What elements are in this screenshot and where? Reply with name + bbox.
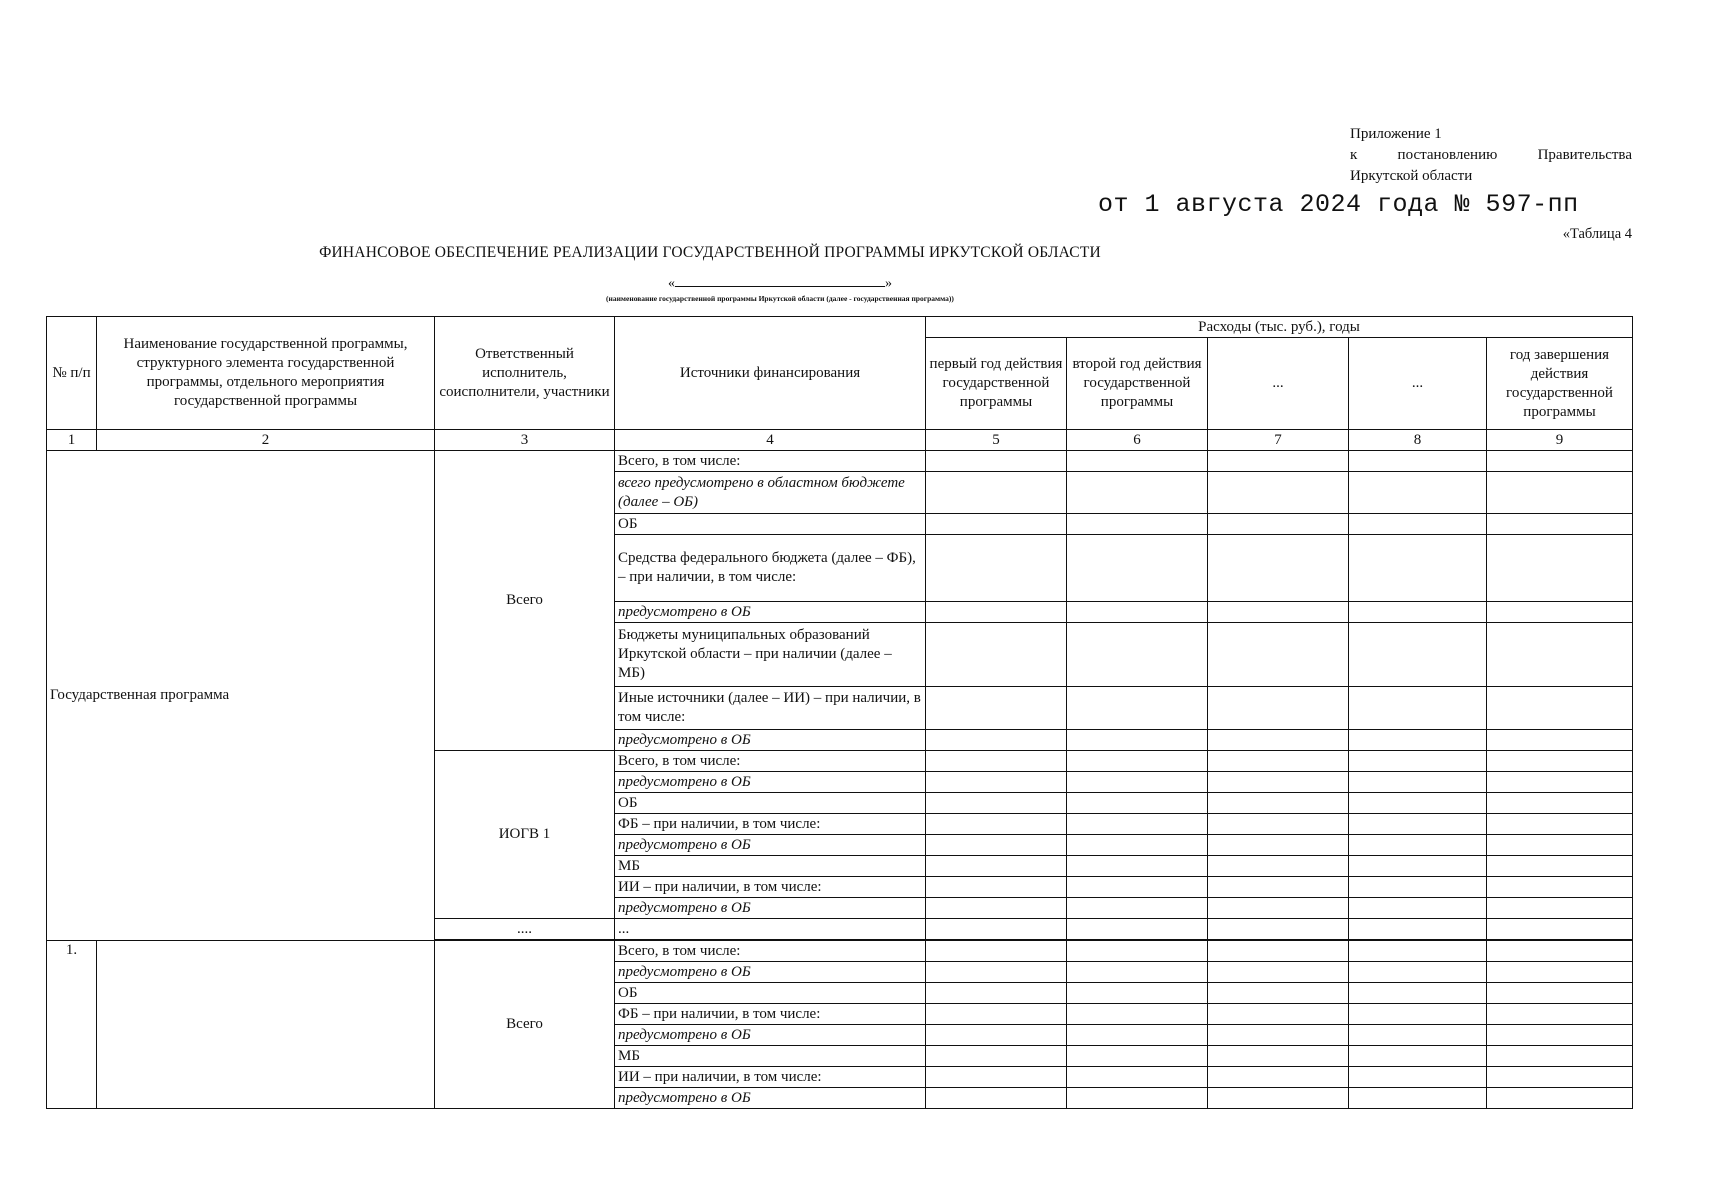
source-cell: ИИ – при наличии, в том числе: <box>615 1067 926 1088</box>
program-name-blank <box>675 273 885 287</box>
source-cell: ... <box>615 919 926 940</box>
column-number: 5 <box>926 430 1067 451</box>
row-name-empty <box>97 941 435 1109</box>
column-number-row <box>47 430 1633 451</box>
column-number: 1 <box>47 430 97 451</box>
quote-open: « <box>668 276 675 291</box>
exec-all-row1: Всего <box>435 941 615 1109</box>
source-cell: Всего, в том числе: <box>615 451 926 472</box>
header-row-1 <box>47 317 1633 338</box>
financing-table <box>46 316 1633 1109</box>
appendix-block <box>1350 124 1632 187</box>
appendix-line-1: Приложение 1 <box>1350 126 1442 142</box>
source-cell: ФБ – при наличии, в том числе: <box>615 814 926 835</box>
header-year-2: второй год действия государственной программы <box>1067 338 1208 430</box>
header-year-last: год завершения действия государственной программы <box>1487 338 1633 430</box>
source-cell: ОБ <box>615 983 926 1004</box>
source-cell: предусмотрено в ОБ <box>615 962 926 983</box>
document-title: ФИНАНСОВОЕ ОБЕСПЕЧЕНИЕ РЕАЛИЗАЦИИ ГОСУДАРСТВЕННОЙ ПРОГРАММЫ ИРКУТСКОЙ ОБЛАСТИ <box>319 244 1101 261</box>
source-cell: предусмотрено в ОБ <box>615 772 926 793</box>
source-cell: Всего, в том числе: <box>615 941 926 962</box>
source-cell: предусмотрено в ОБ <box>615 835 926 856</box>
appendix-word: постановлению <box>1397 147 1498 163</box>
decree-stamp: от 1 августа 2024 года № 597-пп <box>1098 190 1579 219</box>
appendix-word: Правительства <box>1537 147 1632 163</box>
source-cell: всего предусмотрено в областном бюджете (далее – ОБ) <box>615 472 926 514</box>
source-cell: ИИ – при наличии, в том числе: <box>615 877 926 898</box>
table-row <box>47 451 1633 472</box>
source-cell: предусмотрено в ОБ <box>615 1025 926 1046</box>
program-label: Государственная программа <box>47 451 435 941</box>
source-cell: ОБ <box>615 793 926 814</box>
source-cell: предусмотрено в ОБ <box>615 602 926 623</box>
table-row <box>47 941 1633 962</box>
source-cell: предусмотрено в ОБ <box>615 730 926 751</box>
header-exec: Ответственный исполнитель, соисполнители, участники <box>435 317 615 430</box>
source-cell: предусмотрено в ОБ <box>615 1088 926 1109</box>
column-number: 9 <box>1487 430 1633 451</box>
column-number: 2 <box>97 430 435 451</box>
source-cell: Всего, в том числе: <box>615 751 926 772</box>
source-cell: предусмотрено в ОБ <box>615 898 926 919</box>
exec-iogv: ИОГВ 1 <box>435 751 615 919</box>
source-cell: ФБ – при наличии, в том числе: <box>615 1004 926 1025</box>
source-cell: ОБ <box>615 514 926 535</box>
column-number: 7 <box>1208 430 1349 451</box>
source-cell: МБ <box>615 1046 926 1067</box>
column-number: 8 <box>1349 430 1487 451</box>
header-year-4: ... <box>1349 338 1487 430</box>
column-number: 4 <box>615 430 926 451</box>
header-name: Наименование государственной программы, структурного элемента государственной программы, отдельного мероприятия государственной программы <box>97 317 435 430</box>
exec-all: Всего <box>435 451 615 751</box>
quote-close: » <box>885 276 892 291</box>
header-source: Источники финансирования <box>615 317 926 430</box>
program-name-line <box>668 273 892 292</box>
header-expenses: Расходы (тыс. руб.), годы <box>926 317 1633 338</box>
appendix-line-3: Иркутской области <box>1350 168 1473 184</box>
column-number: 6 <box>1067 430 1208 451</box>
exec-more: .... <box>435 919 615 940</box>
header-year-3: ... <box>1208 338 1349 430</box>
source-cell: Средства федерального бюджета (далее – ФБ), – при наличии, в том числе: <box>615 535 926 602</box>
source-cell: Иные источники (далее – ИИ) – при наличии, в том числе: <box>615 687 926 730</box>
header-num: № п/п <box>47 317 97 430</box>
source-cell: Бюджеты муниципальных образований Иркутской области – при наличии (далее – МБ) <box>615 623 926 687</box>
appendix-word: к <box>1350 147 1358 163</box>
source-cell: МБ <box>615 856 926 877</box>
column-number: 3 <box>435 430 615 451</box>
header-year-1: первый год действия государственной программы <box>926 338 1067 430</box>
row-number: 1. <box>47 941 97 1109</box>
appendix-line-2 <box>1350 145 1632 166</box>
program-name-hint: (наименование государственной программы Иркутской области (далее - государственная программа)) <box>606 294 954 303</box>
table-number: «Таблица 4 <box>1562 226 1632 242</box>
